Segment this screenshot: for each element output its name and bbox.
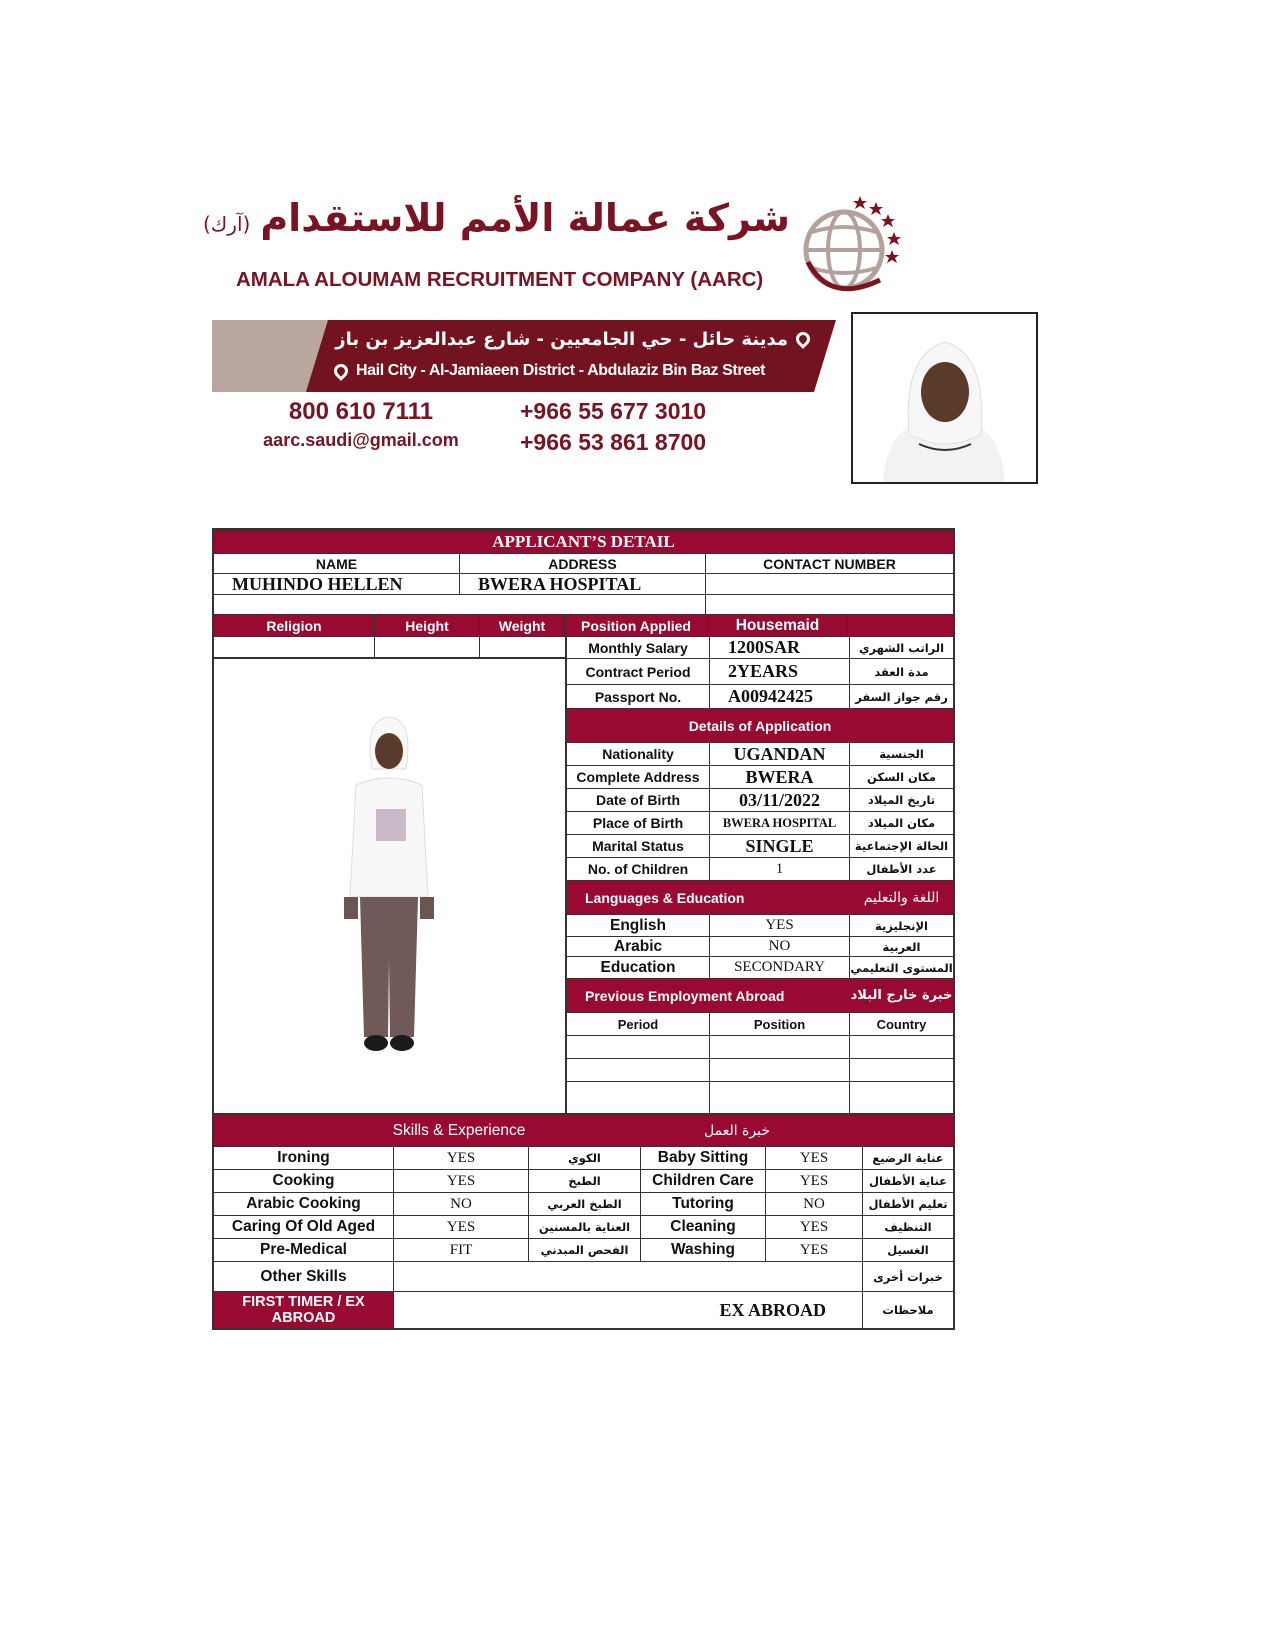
employment-header xyxy=(567,979,953,1013)
employment-period xyxy=(567,1036,710,1058)
company-name-arabic xyxy=(203,196,790,240)
other-skills-label: Other Skills xyxy=(214,1262,394,1291)
detail-label-arabic: عدد الأطفال xyxy=(866,862,937,876)
detail-label-arabic: الجنسية xyxy=(879,747,924,761)
toll-free-phone: 800 610 7111 xyxy=(288,398,434,425)
detail-label-arabic: مكان الميلاد xyxy=(867,816,936,830)
detail-row xyxy=(567,743,953,766)
section-title-skills-arabic: خبرة العمل xyxy=(704,1122,770,1139)
company-name-english: AMALA ALOUMAM RECRUITMENT COMPANY (AARC) xyxy=(236,268,764,291)
basic-info-rows xyxy=(567,637,953,709)
employment-row xyxy=(567,1059,953,1082)
blank-cell xyxy=(848,615,953,636)
languages-header xyxy=(567,881,953,915)
applicant-values-row xyxy=(214,574,953,595)
employment-row xyxy=(567,1036,953,1059)
skill-value: YES xyxy=(394,1170,529,1192)
name-header: NAME xyxy=(214,554,460,573)
info-label-arabic: مدة العقد xyxy=(874,664,929,679)
skill-label: Baby Sitting xyxy=(641,1147,766,1169)
skill-value: YES xyxy=(766,1239,863,1261)
skill-label-arabic: عناية الرضيع xyxy=(872,1151,944,1165)
skills-title-wrap xyxy=(214,1115,953,1146)
language-label: Education xyxy=(567,957,710,978)
details-rows xyxy=(567,743,953,881)
skill-label-arabic: الكوي xyxy=(529,1147,641,1169)
info-label-arabic: رقم جواز السفر xyxy=(855,689,948,704)
employment-position xyxy=(710,1036,850,1058)
skill-label-arabic: تعليم الأطفال xyxy=(868,1197,948,1211)
skill-label-arabic: الفحص المبدني xyxy=(529,1239,641,1261)
company-email: aarc.saudi@gmail.com xyxy=(263,430,459,450)
employment-position xyxy=(710,1059,850,1081)
skill-row xyxy=(214,1239,953,1262)
weight-value xyxy=(480,637,565,657)
detail-label-arabic: مكان السكن xyxy=(867,770,936,784)
detail-value: BWERA HOSPITAL xyxy=(710,812,850,834)
skill-value: YES xyxy=(766,1216,863,1238)
detail-row xyxy=(567,812,953,835)
employment-period xyxy=(567,1082,710,1113)
section-title-applicant: APPLICANT’S DETAIL xyxy=(492,532,675,551)
section-title-languages-arabic: اللغة والتعليم xyxy=(863,889,940,906)
skill-value: YES xyxy=(766,1170,863,1192)
detail-value: BWERA xyxy=(710,766,850,788)
remarks-label-arabic: ملاحظات xyxy=(882,1303,934,1317)
skill-label-arabic: عناية الأطفال xyxy=(868,1174,948,1188)
blank-cell xyxy=(214,595,706,614)
headshot-illustration xyxy=(853,314,1036,482)
skill-value: YES xyxy=(394,1216,529,1238)
company-abbr-arabic: (آرك) xyxy=(203,212,251,236)
religion-value xyxy=(214,637,375,657)
height-value xyxy=(375,637,480,657)
skill-label-arabic: التنظيف xyxy=(884,1220,932,1234)
skill-value: YES xyxy=(394,1147,529,1169)
position-applied-header: Position Applied xyxy=(565,615,708,636)
detail-label: Date of Birth xyxy=(567,789,710,811)
location-pin-icon xyxy=(331,361,351,381)
language-value: SECONDARY xyxy=(710,957,850,978)
language-label: Arabic xyxy=(567,937,710,956)
applicant-detail-header xyxy=(214,531,953,554)
contact-left-block xyxy=(236,398,486,451)
employment-period xyxy=(567,1059,710,1081)
employment-country xyxy=(850,1082,953,1113)
skill-row xyxy=(214,1193,953,1216)
skill-label: Arabic Cooking xyxy=(214,1193,394,1215)
language-value: NO xyxy=(710,937,850,956)
other-skills-row xyxy=(214,1262,953,1292)
language-row xyxy=(567,957,953,979)
skill-label: Pre-Medical xyxy=(214,1239,394,1261)
detail-row xyxy=(567,858,953,881)
detail-row xyxy=(567,835,953,858)
contact-header: CONTACT NUMBER xyxy=(763,555,896,572)
skill-label-arabic: الطبخ العربي xyxy=(529,1193,641,1215)
info-row xyxy=(567,685,953,709)
employment-country xyxy=(850,1059,953,1081)
address-arabic: مدينة حائل - حي الجامعيين - شارع عبدالعزيز بن باز xyxy=(335,328,788,350)
weight-header: Weight xyxy=(480,615,565,636)
section-title-employment: Previous Employment Abroad xyxy=(585,987,785,1004)
blank-cell xyxy=(706,595,953,614)
applicant-name: MUHINDO HELLEN xyxy=(214,574,460,594)
section-title-languages: Languages & Education xyxy=(585,889,745,906)
language-value: YES xyxy=(710,915,850,936)
country-header: Country xyxy=(876,1016,927,1032)
position-applied-value: Housemaid xyxy=(708,615,848,636)
skills-rows xyxy=(214,1147,953,1262)
bio-values-row xyxy=(214,637,565,659)
detail-row xyxy=(567,789,953,812)
detail-label: Place of Birth xyxy=(567,812,710,834)
other-skills-value xyxy=(394,1262,863,1291)
position-header: Position xyxy=(710,1013,850,1035)
detail-label: Marital Status xyxy=(567,835,710,857)
info-label-arabic: الراتب الشهري xyxy=(858,640,945,655)
religion-header: Religion xyxy=(214,615,375,636)
language-rows xyxy=(567,915,953,979)
height-header: Height xyxy=(375,615,480,636)
applicant-contact xyxy=(706,574,953,594)
skill-row xyxy=(214,1170,953,1193)
other-skills-label-arabic: خبرات أخرى xyxy=(873,1269,943,1284)
address-english-line xyxy=(334,357,814,385)
language-row xyxy=(567,937,953,957)
detail-label-arabic: تاريخ الميلاد xyxy=(867,793,936,807)
employment-columns-row xyxy=(567,1013,953,1036)
section-title-skills: Skills & Experience xyxy=(392,1121,526,1139)
info-row xyxy=(567,659,953,685)
language-label-arabic: المستوى التعليمي xyxy=(850,960,953,975)
details-of-application-header xyxy=(567,709,953,743)
skill-value: YES xyxy=(766,1147,863,1169)
globe-with-stars-icon xyxy=(800,192,908,300)
applicant-headshot-photo xyxy=(851,312,1038,484)
info-value: A00942425 xyxy=(710,685,850,708)
skill-value: NO xyxy=(766,1193,863,1215)
detail-value: 03/11/2022 xyxy=(710,789,850,811)
skill-value: FIT xyxy=(394,1239,529,1261)
bio-header-row xyxy=(214,615,953,637)
photo-and-details xyxy=(214,637,953,1115)
detail-label: Complete Address xyxy=(567,766,710,788)
info-label: Monthly Salary xyxy=(567,637,710,658)
first-timer-label: FIRST TIMER / EX ABROAD xyxy=(214,1292,394,1328)
skill-label-arabic: الغسيل xyxy=(887,1243,929,1257)
mobile-phone-1: +966 55 677 3010 xyxy=(520,398,707,424)
skill-label: Tutoring xyxy=(641,1193,766,1215)
address-arabic-line xyxy=(335,324,810,354)
skill-label: Cleaning xyxy=(641,1216,766,1238)
address-header: ADDRESS xyxy=(460,554,706,573)
applicant-blank-row xyxy=(214,595,953,615)
application-details-column xyxy=(567,637,953,1113)
detail-row xyxy=(567,766,953,789)
detail-label: Nationality xyxy=(567,743,710,765)
info-label: Contract Period xyxy=(567,659,710,684)
skill-label: Ironing xyxy=(214,1147,394,1169)
first-timer-value: EX ABROAD xyxy=(394,1292,863,1328)
applicant-full-body-photo xyxy=(214,659,565,1099)
language-label-arabic: العربية xyxy=(882,939,921,954)
detail-value: 1 xyxy=(710,858,850,880)
detail-value: SINGLE xyxy=(710,835,850,857)
info-value: 2YEARS xyxy=(710,659,850,684)
company-name-arabic-text: شركة عمالة الأمم للاستقدام xyxy=(260,196,790,240)
detail-label-arabic: الحالة الإجتماعية xyxy=(854,839,949,853)
info-row xyxy=(567,637,953,659)
location-pin-icon xyxy=(793,329,813,349)
contact-right-block xyxy=(520,398,760,456)
applicant-address: BWERA HOSPITAL xyxy=(460,574,706,594)
applicant-headers-row xyxy=(214,554,953,574)
skill-label: Cooking xyxy=(214,1170,394,1192)
skill-label: Children Care xyxy=(641,1170,766,1192)
employment-country xyxy=(850,1036,953,1058)
detail-value: UGANDAN xyxy=(710,743,850,765)
period-header: Period xyxy=(567,1013,710,1035)
language-row xyxy=(567,915,953,937)
language-label-arabic: الإنجليزية xyxy=(875,918,928,933)
skill-row xyxy=(214,1216,953,1239)
skills-header xyxy=(214,1115,953,1147)
skill-label-arabic: الطبخ xyxy=(529,1170,641,1192)
skill-label-arabic: العناية بالمسنين xyxy=(529,1216,641,1238)
skill-value: NO xyxy=(394,1193,529,1215)
language-label: English xyxy=(567,915,710,936)
section-title-details: Details of Application xyxy=(688,717,832,734)
skill-label: Caring Of Old Aged xyxy=(214,1216,394,1238)
skill-row xyxy=(214,1147,953,1170)
detail-label: No. of Children xyxy=(567,858,710,880)
info-label: Passport No. xyxy=(567,685,710,708)
applicant-form xyxy=(212,528,955,1330)
address-english: Hail City - Al-Jamiaeen District - Abdulaziz Bin Baz Street xyxy=(356,362,766,379)
employment-row xyxy=(567,1082,953,1113)
info-value: 1200SAR xyxy=(710,637,850,658)
first-timer-row xyxy=(214,1292,953,1328)
employment-position xyxy=(710,1082,850,1113)
section-title-employment-arabic: خبرة خارج البلاد xyxy=(850,988,953,1003)
mobile-phone-2: +966 53 861 8700 xyxy=(520,429,707,455)
applicant-full-body-photo-column xyxy=(214,637,567,1113)
skill-label: Washing xyxy=(641,1239,766,1261)
